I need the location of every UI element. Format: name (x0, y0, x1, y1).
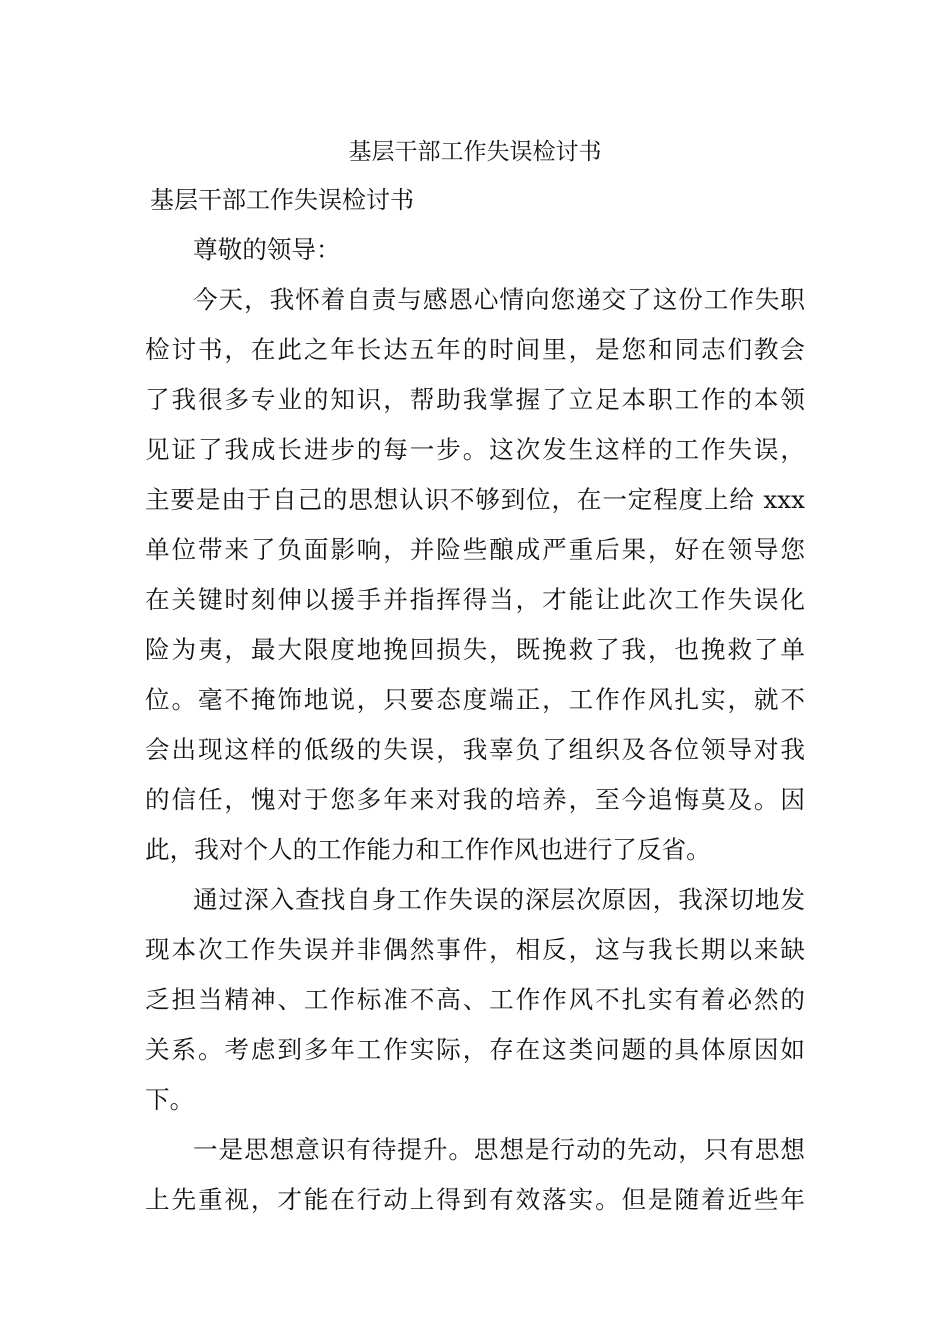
document-title: 基层干部工作失误检讨书 (348, 139, 602, 165)
paragraph-2-line: 乏担当精神、工作标准不高、工作作风不扎实有着必然的 (145, 985, 805, 1014)
paragraph-1-line: 主要是由于自己的思想认识不够到位，在一定程度上给 xxx (145, 485, 805, 514)
paragraph-1-line: 位。毫不掩饰地说，只要态度端正，工作作风扎实，就不 (145, 685, 805, 714)
document-subtitle: 基层干部工作失误检讨书 (150, 186, 414, 214)
paragraph-3-line: 上先重视，才能在行动上得到有效落实。但是随着近些年 (145, 1185, 805, 1214)
paragraph-2-line: 通过深入查找自身工作失误的深层次原因，我深切地发 (193, 885, 805, 914)
paragraph-1-line: 会出现这样的低级的失误，我辜负了组织及各位领导对我 (145, 735, 805, 764)
paragraph-2-line: 下。 (145, 1085, 195, 1114)
paragraph-1-line: 的信任，愧对于您多年来对我的培养，至今追悔莫及。因 (145, 785, 805, 814)
paragraph-1-line: 险为夷，最大限度地挽回损失，既挽救了我，也挽救了单 (145, 635, 805, 664)
paragraph-1-line: 此，我对个人的工作能力和工作作风也进行了反省。 (145, 835, 711, 864)
paragraph-1-line: 在关键时刻伸以援手并指挥得当，才能让此次工作失误化 (145, 585, 805, 614)
paragraph-1-line: 了我很多专业的知识，帮助我掌握了立足本职工作的本领 (145, 385, 805, 414)
paragraph-1-line: 检讨书，在此之年长达五年的时间里，是您和同志们教会 (145, 335, 805, 364)
paragraph-1-line: 今天，我怀着自责与感恩心情向您递交了这份工作失职 (193, 285, 805, 314)
paragraph-1-line: 单位带来了负面影响，并险些酿成严重后果，好在领导您 (145, 535, 805, 564)
paragraph-1-line: 见证了我成长进步的每一步。这次发生这样的工作失误， (145, 435, 805, 464)
paragraph-2-line: 现本次工作失误并非偶然事件，相反，这与我长期以来缺 (145, 935, 805, 964)
paragraph-2-line: 关系。考虑到多年工作实际，存在这类问题的具体原因如 (145, 1035, 805, 1064)
paragraph-3-line: 一是思想意识有待提升。思想是行动的先动，只有思想 (193, 1135, 805, 1164)
salutation: 尊敬的领导： (193, 235, 341, 264)
